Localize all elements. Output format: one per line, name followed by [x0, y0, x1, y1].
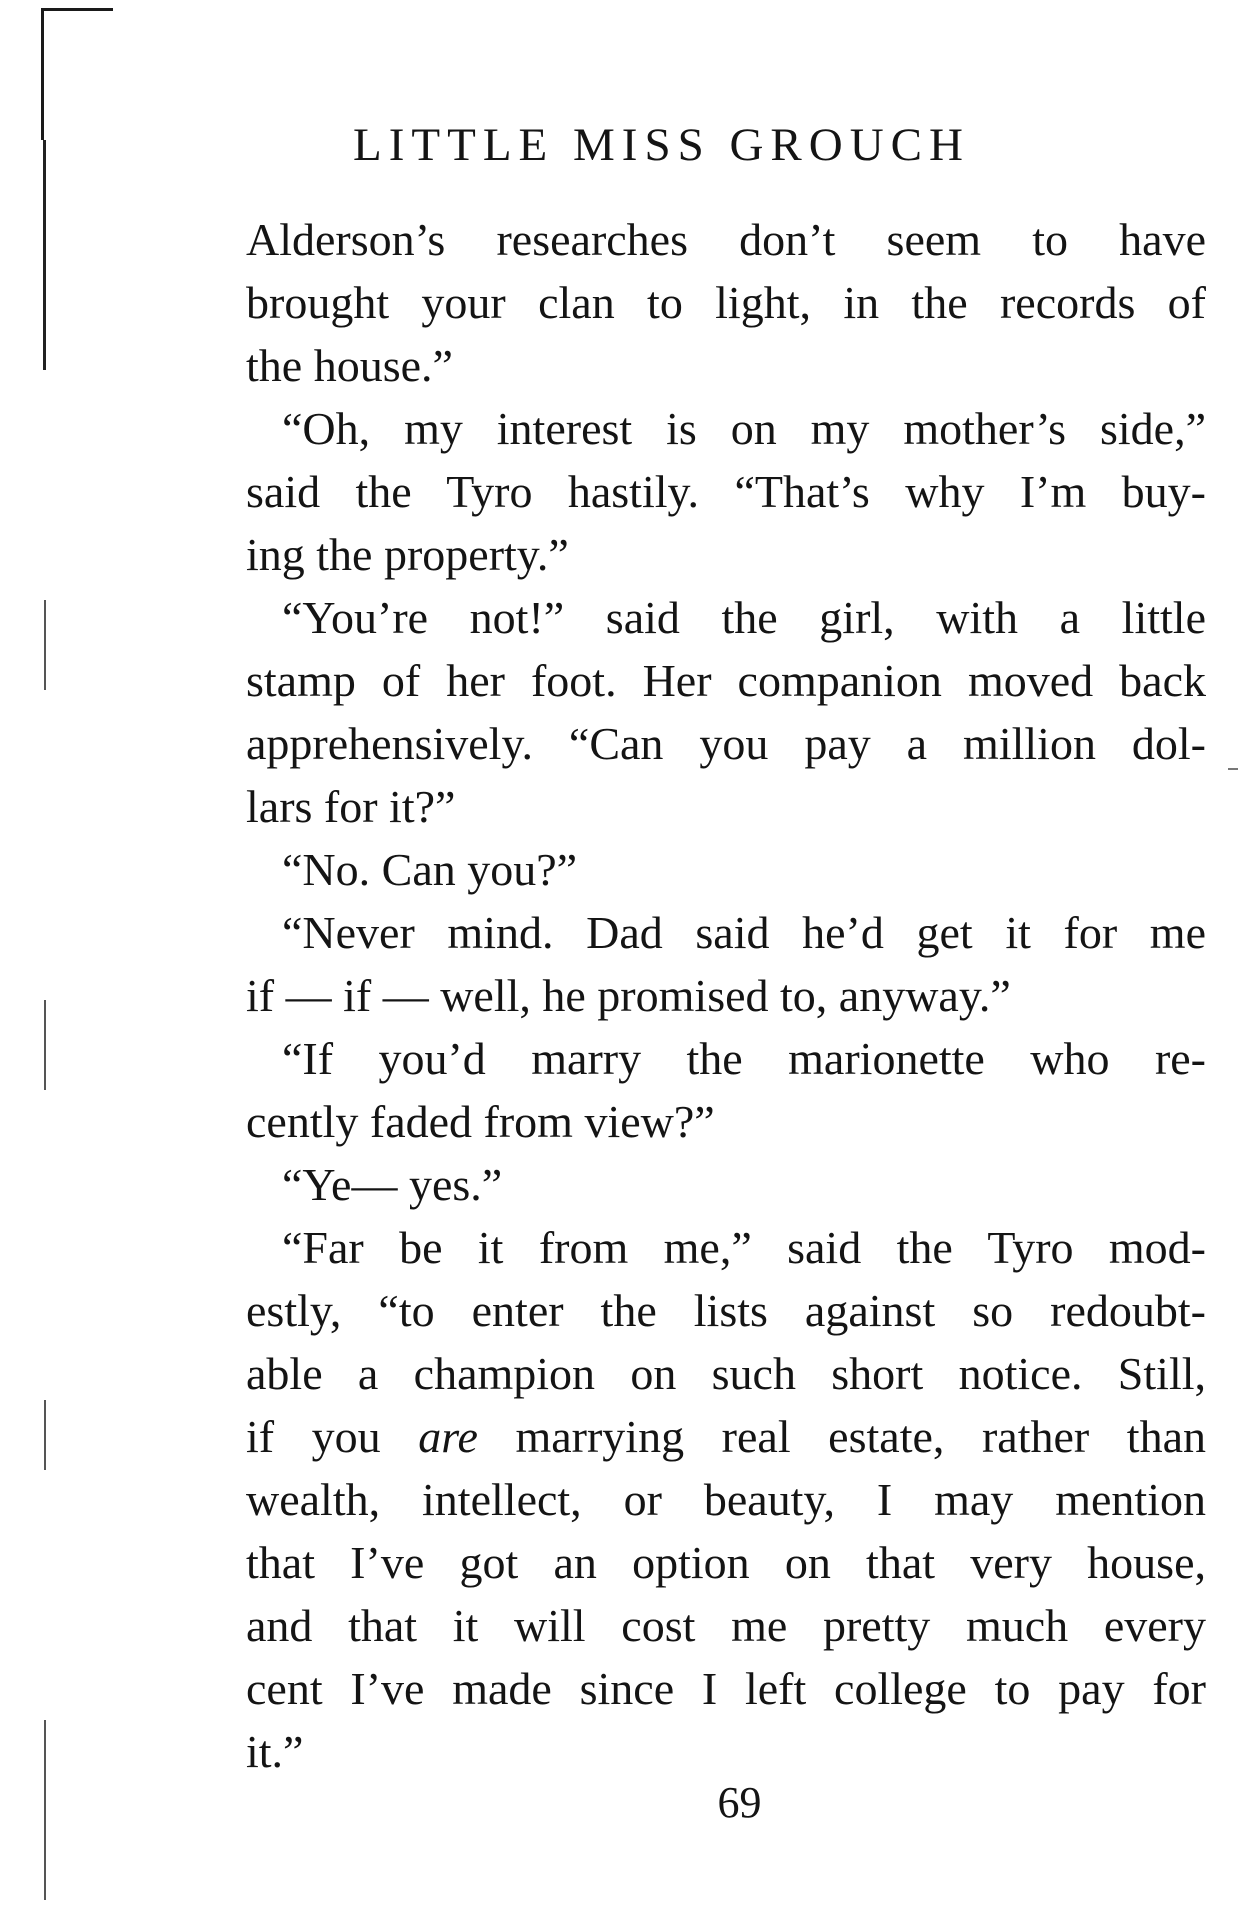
text-line: it.”	[246, 1726, 304, 1777]
text-line: lars for it?”	[246, 781, 456, 832]
text-line: apprehensively. “Can you pay a million dol-	[246, 718, 1206, 769]
body-text	[246, 208, 1206, 1783]
text-line: “Never mind. Dad said he’d get it for me	[282, 907, 1206, 958]
text-line: “Oh, my interest is on my mother’s side,”	[282, 403, 1206, 454]
text-line: the house.”	[246, 340, 453, 391]
text-line: estly, “to enter the lists against so redoubt-	[246, 1285, 1206, 1336]
crop-mark	[41, 8, 113, 11]
text-line: “Far be it from me,” said the Tyro mod-	[282, 1222, 1206, 1273]
text-line: “You’re not!” said the girl, with a little	[282, 592, 1206, 643]
text-line: brought your clan to light, in the records of	[246, 277, 1206, 328]
text-line: “No. Can you?”	[282, 844, 578, 895]
text-line: said the Tyro hastily. “That’s why I’m buy-	[246, 466, 1206, 517]
emphasis: are	[418, 1411, 478, 1462]
margin-mark	[1228, 768, 1238, 770]
text-line: “Ye— yes.”	[282, 1159, 503, 1210]
binding-mark	[43, 140, 46, 370]
running-head: LITTLE MISS GROUCH	[353, 119, 970, 171]
text-line: “If you’d marry the marionette who re-	[282, 1033, 1206, 1084]
text-line: if — if — well, he promised to, anyway.”	[246, 970, 1011, 1021]
text-line: that I’ve got an option on that very house,	[246, 1537, 1206, 1588]
text-line: if you are marrying real estate, rather than	[246, 1411, 1206, 1462]
text-line: and that it will cost me pretty much every	[246, 1600, 1206, 1651]
text-line: cent I’ve made since I left college to pay for	[246, 1663, 1206, 1714]
binding-mark	[44, 1000, 46, 1090]
text-line: Alderson’s researches don’t seem to have	[246, 214, 1206, 265]
binding-mark	[44, 1400, 46, 1470]
text-line: ing the property.”	[246, 529, 569, 580]
text-line: wealth, intellect, or beauty, I may mention	[246, 1474, 1206, 1525]
binding-mark	[44, 600, 46, 690]
text-line: cently faded from view?”	[246, 1096, 715, 1147]
page-number: 69	[717, 1778, 762, 1827]
text-line: able a champion on such short notice. Still,	[246, 1348, 1206, 1399]
text-line: stamp of her foot. Her companion moved back	[246, 655, 1206, 706]
